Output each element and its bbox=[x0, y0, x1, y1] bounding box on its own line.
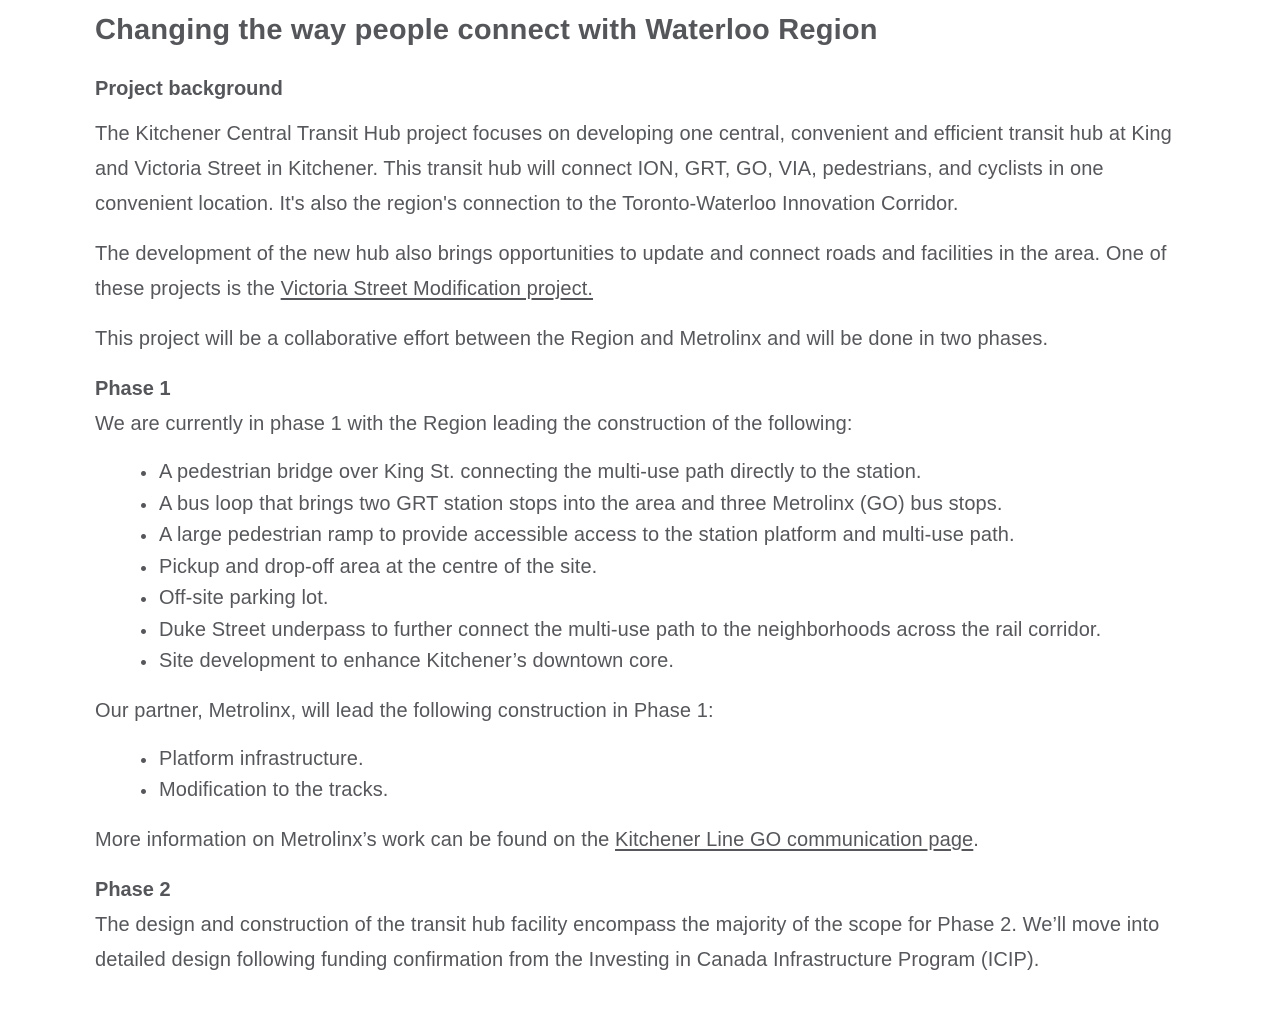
more-info-paragraph bbox=[95, 823, 1205, 858]
project-background-paragraph-1: The Kitchener Central Transit Hub project focuses on developing one central, convenient and efficient transit hub at King and Victoria Street in Kitchener. This transit hub will connect ION, GRT, GO, VIA, pedestrians, and cyclists in one convenient location. It's also the region's connection to the Toronto-Waterloo Innovation Corridor. bbox=[95, 123, 1172, 215]
phase1-intro: We are currently in phase 1 with the Region leading the construction of the following: bbox=[95, 413, 853, 435]
phase1-heading: Phase 1 bbox=[95, 378, 171, 400]
more-info-text: More information on Metrolinx’s work can be found on the bbox=[95, 828, 616, 851]
victoria-street-modification-link[interactable]: Victoria Street Modification project. bbox=[280, 278, 594, 300]
list-item: • Duke Street underpass to further connect the multi-use path to the neighborhoods across the rail corridor. bbox=[157, 615, 1205, 647]
list-item: • Modification to the tracks. bbox=[157, 775, 1205, 807]
phase2-paragraph: The design and construction of the transit hub facility encompass the majority of the scope for Phase 2. We’ll move into detailed design following funding confirmation from the Investing in Canada Infrastructure Program (ICIP). bbox=[95, 913, 1160, 971]
page-title: Changing the way people connect with Waterloo Region bbox=[95, 14, 878, 46]
project-background-paragraph-3: This project will be a collaborative effort between the Region and Metrolinx and will be done in two phases. bbox=[95, 328, 1049, 350]
paragraph-2-text: The development of the new hub also brings opportunities to update and connect roads and facilities in the area. One of these projects is the bbox=[95, 243, 1167, 300]
kitchener-line-go-link[interactable]: Kitchener Line GO communication page bbox=[615, 828, 974, 851]
phase2-heading: Phase 2 bbox=[95, 878, 171, 901]
list-item: • A large pedestrian ramp to provide accessible access to the station platform and multi-use path. bbox=[157, 520, 1205, 552]
list-item: • Site development to enhance Kitchener’s downtown core. bbox=[157, 646, 1205, 678]
list-item: • Off-site parking lot. bbox=[157, 583, 1205, 615]
list-item: • A bus loop that brings two GRT station stops into the area and three Metrolinx (GO) bus stops. bbox=[157, 489, 1205, 521]
project-background-heading: Project background bbox=[95, 78, 283, 100]
list-item: • Pickup and drop-off area at the centre of the site. bbox=[157, 552, 1205, 584]
phase1-region-list bbox=[95, 457, 1205, 678]
more-info-period: . bbox=[973, 828, 979, 851]
list-item: • Platform infrastructure. bbox=[157, 744, 1205, 776]
phase1-partner-intro: Our partner, Metrolinx, will lead the following construction in Phase 1: bbox=[95, 699, 714, 722]
phase1-partner-list bbox=[95, 744, 1205, 807]
project-background-paragraph-2 bbox=[95, 237, 1205, 307]
list-item: • A pedestrian bridge over King St. connecting the multi-use path directly to the station. bbox=[157, 457, 1205, 489]
